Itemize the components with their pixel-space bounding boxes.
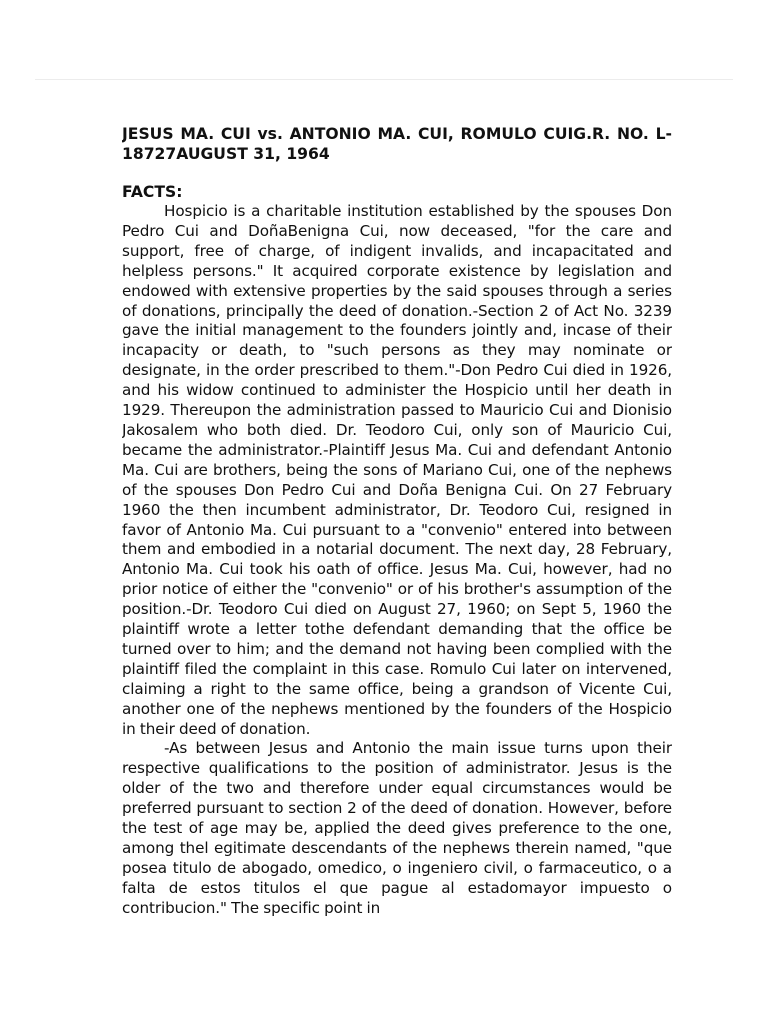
- facts-paragraph-2: -As between Jesus and Antonio the main issue turns upon their respective qualifications to the position of administrator. Jesus is the older of the two and therefore under equal circumstances would be preferred pursuant to section 2 of the deed of donation. However, before the test of age may be, applied the deed gives preference to the one, among thel egitimate descendants of the nephews therein named, "que posea titulo de abogado, omedico, o ingeniero civil, o farmaceutico, o a falta de estos titulos el que pague al estadomayor impuesto o contribucion." The specific point in: [122, 739, 672, 917]
- header-divider: [35, 79, 733, 80]
- facts-paragraph-1: Hospicio is a charitable institution established by the spouses Don Pedro Cui and DoñaBenigna Cui, now deceased, "for the care and support, free of charge, of indigent invalids, and incapacitated and helpless persons." It acquired corporate existence by legislation and endowed with extensive properties by the said spouses through a series of donations, principally the deed of donation.-Section 2 of Act No. 3239 gave the initial management to the founders jointly and, incase of their incapacity or death, to "such persons as they may nominate or designate, in the order prescribed to them."-Don Pedro Cui died in 1926, and his widow continued to administer the Hospicio until her death in 1929. Thereupon the administration passed to Mauricio Cui and Dionisio Jakosalem who both died. Dr. Teodoro Cui, only son of Mauricio Cui, became the administrator.-Plaintiff Jesus Ma. Cui and defendant Antonio Ma. Cui are brothers, being the sons of Mariano Cui, one of the nephews of the spouses Don Pedro Cui and Doña Benigna Cui. On 27 February 1960 the then incumbent administrator, Dr. Teodoro Cui, resigned in favor of Antonio Ma. Cui pursuant to a "convenio" entered into between them and embodied in a notarial document. The next day, 28 February, Antonio Ma. Cui took his oath of office. Jesus Ma. Cui, however, had no prior notice of either the "convenio" or of his brother's assumption of the position.-Dr. Teodoro Cui died on August 27, 1960; on Sept 5, 1960 the plaintiff wrote a letter tothe defendant demanding that the office be turned over to him; and the demand not having been complied with the plaintiff filed the complaint in this case. Romulo Cui later on intervened, claiming a right to the same office, being a grandson of Vicente Cui, another one of the nephews mentioned by the founders of the Hospicio in their deed of donation.: [122, 202, 672, 738]
- document-page: [122, 124, 672, 988]
- facts-heading: FACTS:: [122, 183, 183, 201]
- case-title: JESUS MA. CUI vs. ANTONIO MA. CUI, ROMULO CUIG.R. NO. L-18727AUGUST 31, 1964: [122, 125, 672, 163]
